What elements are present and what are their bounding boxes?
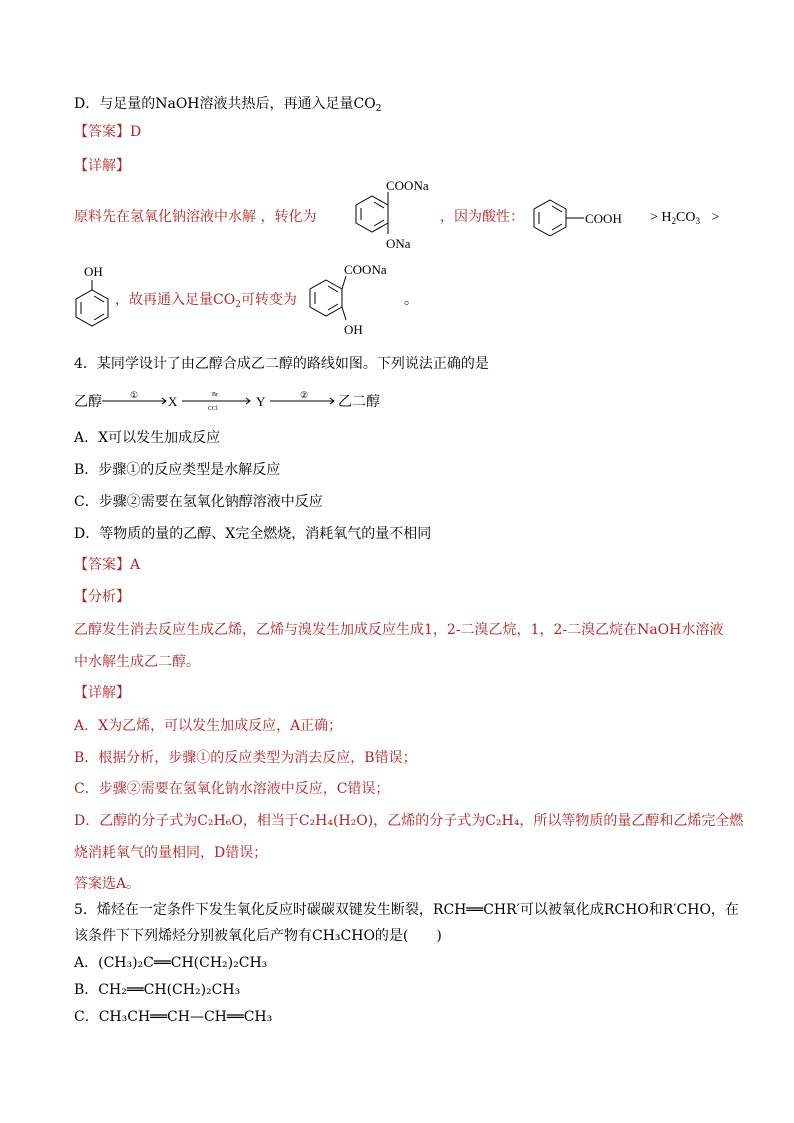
q3-detail-p2 [115,290,297,315]
coona-label: COONa [386,178,429,193]
q5-option-b: B．CH₂══CH(CH₂)₂CH₃ [74,982,241,998]
q4-stem: 4．某同学设计了由乙醇合成乙二醇的路线如图。下列说法正确的是 [74,356,489,372]
q4-detail-d-line2: 烧消耗氧气的量相同，D错误； [74,845,268,861]
gt-sign-1: > [650,210,658,225]
q3-option-d-text: D．与足量的NaOH溶液共热后，再通入足量CO [74,96,376,112]
q5-stem-line1: 5．烯烃在一定条件下发生氧化反应时碳碳双键发生断裂，RCH══CHR′可以被氧化成RCHO和R′CHO，在 [74,902,739,918]
q3-answer-tag: 【答案】 [74,124,130,140]
q3-detail-p2b: 可转变为 [240,292,297,308]
benzoic-acid-structure [530,198,640,236]
route-y: Y [256,394,266,409]
route-start: 乙醇 [74,394,102,410]
q5-option-c: C．CH₃CH══CH—CH══CH₃ [74,1009,273,1025]
q4-option-b: B．步骤①的反应类型是水解反应 [74,462,281,478]
gt-sign-2: > [711,210,720,225]
route-step1-label: ① [130,390,139,400]
q4-option-a: A．X可以发生加成反应 [74,430,221,446]
q3-co2-sub: 2 [235,300,241,310]
q4-analysis-line2: 中水解生成乙二醇。 [74,654,200,670]
route-x: X [168,394,178,409]
q3-detail-p1: 原料先在氢氧化钠溶液中水解 ，转化为 [74,209,317,225]
carbonic-co: CO [676,210,696,225]
route-step2-label: ② [300,390,309,400]
q3-answer: D [130,124,142,140]
carbonic-sub1: 2 [671,216,677,226]
q4-detail-b: B．根据分析，步骤①的反应类型为消去反应，B错误； [74,750,417,766]
sodium-2-oxidobenzoate-structure [342,178,442,252]
q4-analysis-tag: 【分析】 [74,589,130,605]
q4-detail-c: C．步骤②需要在氢氧化钠水溶液中反应，C错误； [74,781,390,797]
carbonic-sub2: 3 [695,216,700,226]
q3-option-d-sub: 2 [375,104,382,114]
q4-route [74,392,102,412]
q4-detail-tag: 【详解】 [74,685,130,701]
q4-option-c: C．步骤②需要在氢氧化钠醇溶液中反应 [74,494,323,510]
q3-detail-p2-text: ，故再通入足量 [115,292,213,308]
q4-option-d: D．等物质的量的乙醇、X完全燃烧，消耗氧气的量不相同 [74,526,432,542]
q5-stem-line2: 该条件下下列烯烃分别被氧化后产物有CH₃CHO的是( ) [74,928,442,944]
q4-detail-a: A．X为乙烯，可以发生加成反应，A正确； [74,718,343,734]
q3-co2: CO [213,292,236,308]
phenol-oh-label: OH [84,264,103,279]
q4-answer: A [130,557,141,573]
oh-label-2: OH [344,322,363,337]
coona-label-2: COONa [344,262,387,277]
q3-answer-line [74,122,141,142]
q3-period: 。 [404,292,418,308]
q3-detail-tag: 【详解】 [74,158,130,174]
q4-analysis-line1: 乙醇发生消去反应生成乙烯，乙烯与溴发生加成反应生成1，2-二溴乙烷，1，2-二溴乙烷在NaOH水溶液 [74,622,724,638]
q4-answer-tag: 【答案】 [74,557,130,573]
q3-detail-p1b: ，因为酸性： [440,209,524,225]
route-end: 乙二醇 [338,394,380,410]
q4-answer-line [74,555,140,575]
ona-label: ONa [386,236,411,251]
acid-order-carbonic [650,208,719,231]
sodium-salicylate-structure [300,260,410,338]
q4-detail-d-line1: D．乙醇的分子式为C₂H₆O，相当于C₂H₄(H₂O)，乙烯的分子式为C₂H₄，所以等物质的量乙醇和乙烯完全燃 [74,813,744,829]
q5-option-a: A．(CH₃)₂C══CH(CH₂)₂CH₃ [74,955,268,971]
cooh-label: COOH [585,211,622,226]
q4-final-answer: 答案选A。 [74,876,141,892]
route-reagent-bottom: CCl [208,406,218,412]
carbonic-h: H [661,210,672,225]
route-reagent-top: Br [212,392,218,398]
q3-option-d [74,94,381,119]
